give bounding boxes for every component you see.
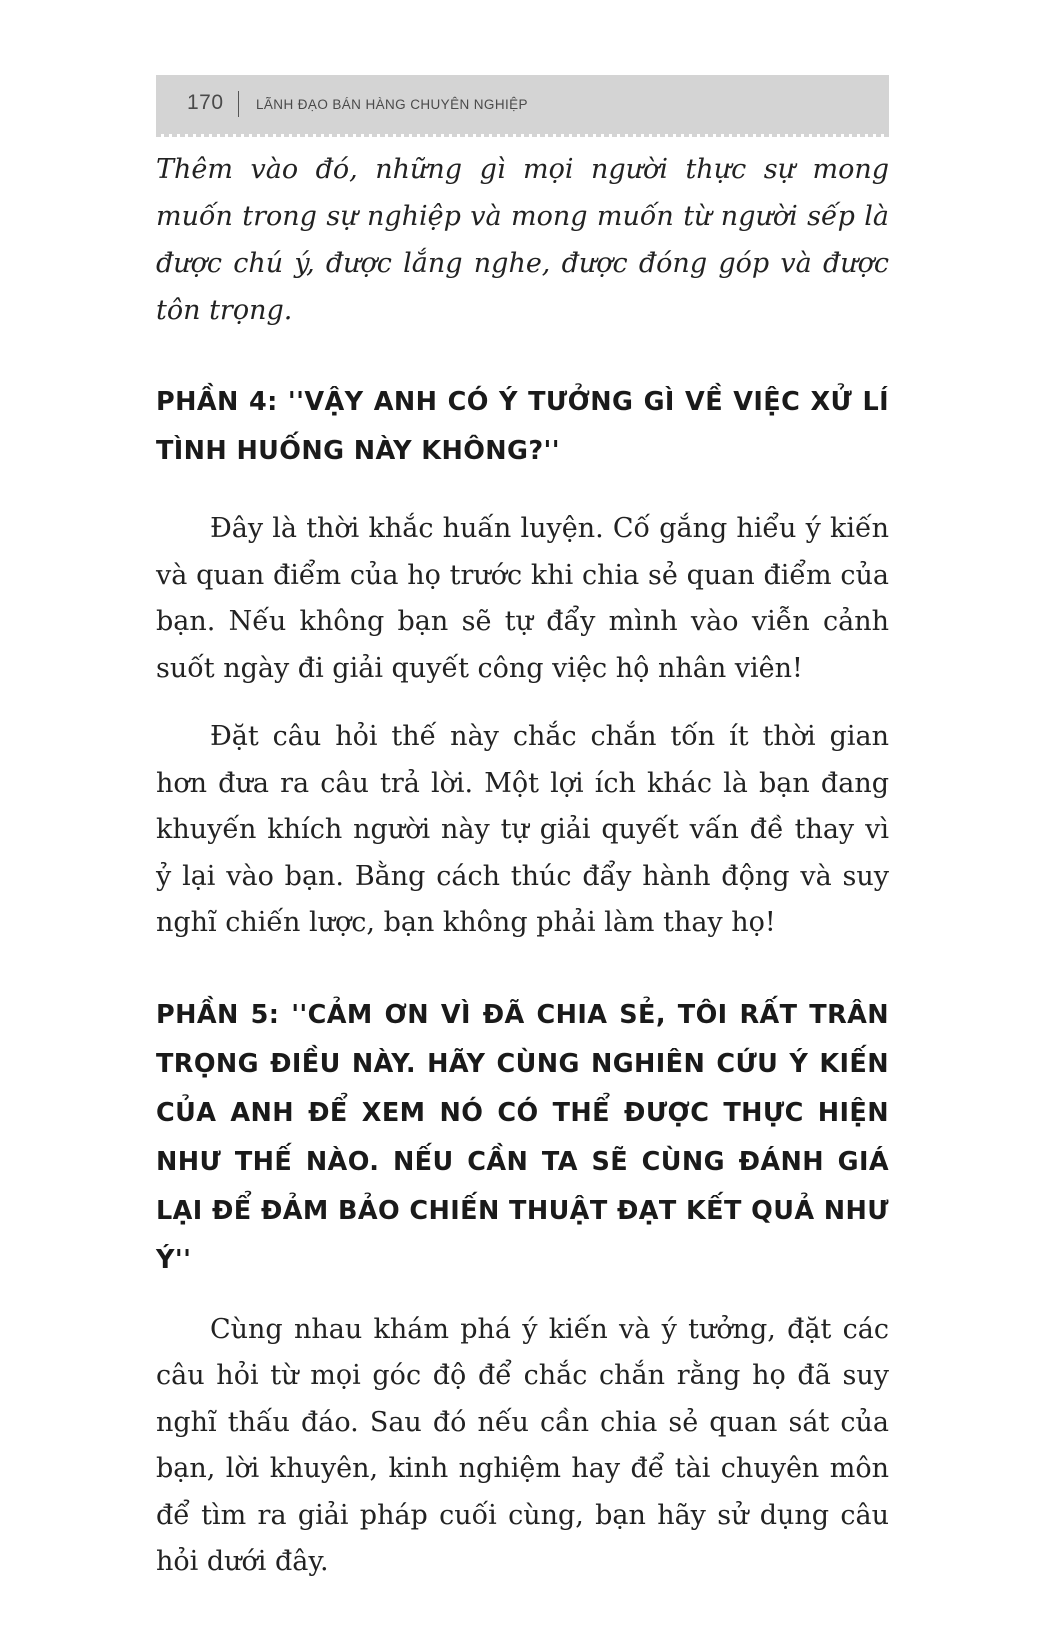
running-header bbox=[156, 75, 889, 134]
section-4-heading: PHẦN 4: ''VẬY ANH CÓ Ý TƯỞNG GÌ VỀ VIỆC XỬ LÍ TÌNH HUỐNG NÀY KHÔNG?'' bbox=[156, 387, 889, 466]
page-number: 170 bbox=[187, 91, 224, 114]
italic-quote: Thêm vào đó, những gì mọi người thực sự mong muốn trong sự nghiệp và mong muốn từ người sếp là được chú ý, được lắng nghe, được đóng góp và được tôn trọng. bbox=[156, 154, 889, 326]
header-divider bbox=[238, 91, 239, 117]
section-5-paragraph-1: Cùng nhau khám phá ý kiến và ý tưởng, đặt các câu hỏi từ mọi góc độ để chắc chắn rằng họ đã suy nghĩ thấu đáo. Sau đó nếu cần chia sẻ quan sát của bạn, lời khuyên, kinh nghiệm hay để tài chuyên môn để tìm ra giải pháp cuối cùng, bạn hãy sử dụng câu hỏi dưới đây. bbox=[156, 1313, 889, 1577]
section-5-heading: PHẦN 5: ''CẢM ƠN VÌ ĐÃ CHIA SẺ, TÔI RẤT TRÂN TRỌNG ĐIỀU NÀY. HÃY CÙNG NGHIÊN CỨU Ý KIẾN CỦA ANH ĐỂ XEM NÓ CÓ THỂ ĐƯỢC THỰC HIỆN NHƯ THẾ NÀO. NẾU CẦN TA SẼ CÙNG ĐÁNH GIÁ LẠI ĐỂ ĐẢM BẢO CHIẾN THUẬT ĐẠT KẾT QUẢ NHƯ Ý'' bbox=[156, 999, 889, 1275]
section-4-paragraph-2: Đặt câu hỏi thế này chắc chắn tốn ít thời gian hơn đưa ra câu trả lời. Một lợi ích khác là bạn đang khuyến khích người này tự giải quyết vấn đề thay vì ỷ lại vào bạn. Bằng cách thúc đẩy hành động và suy nghĩ chiến lược, bạn không phải làm thay họ! bbox=[156, 721, 889, 938]
running-title: LÃNH ĐẠO BÁN HÀNG CHUYÊN NGHIỆP bbox=[256, 97, 528, 112]
section-4-paragraph-1: Đây là thời khắc huấn luyện. Cố gắng hiểu ý kiến và quan điểm của họ trước khi chia sẻ quan điểm của bạn. Nếu không bạn sẽ tự đẩy mình vào viễn cảnh suốt ngày đi giải quyết công việc hộ nhân viên! bbox=[156, 513, 889, 684]
page-content bbox=[156, 146, 889, 1586]
